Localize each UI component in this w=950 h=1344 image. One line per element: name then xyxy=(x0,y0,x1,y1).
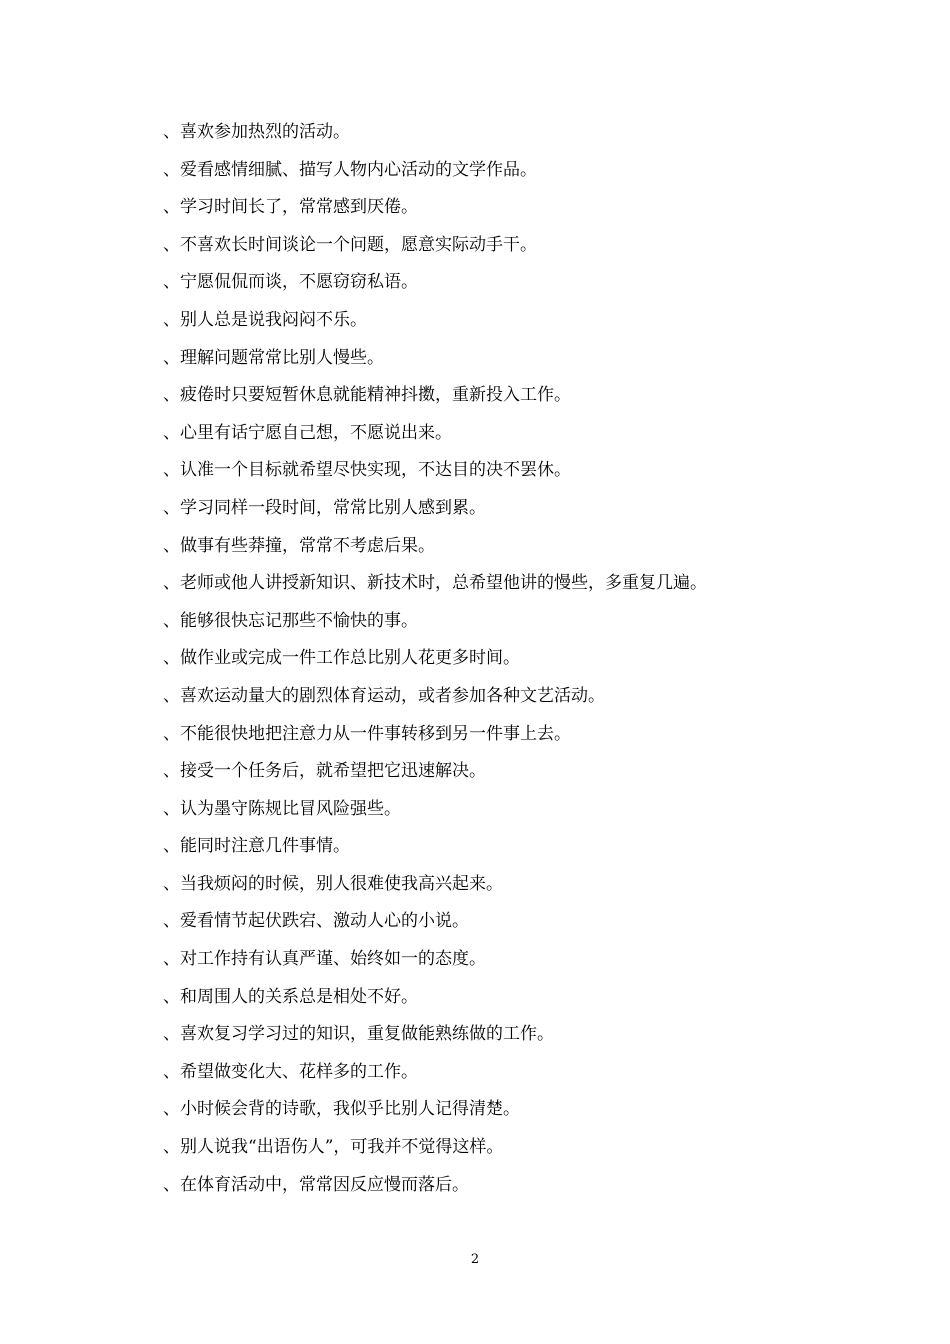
list-item: 、别人总是说我闷闷不乐。 xyxy=(163,309,367,330)
list-item: 、做作业或完成一件工作总比别人花更多时间。 xyxy=(163,648,520,669)
list-item: 、不能很快地把注意力从一件事转移到另一件事上去。 xyxy=(163,723,571,744)
list-item: 、爱看感情细腻、描写人物内心活动的文学作品。 xyxy=(163,159,537,180)
list-item: 、希望做变化大、花样多的工作。 xyxy=(163,1061,418,1082)
list-item: 、能同时注意几件事情。 xyxy=(163,836,350,857)
page-number: 2 xyxy=(470,1252,480,1267)
list-item: 、小时候会背的诗歌，我似乎比别人记得清楚。 xyxy=(163,1099,520,1120)
list-item: 、宁愿侃侃而谈，不愿窃窃私语。 xyxy=(163,272,418,293)
list-item: 、老师或他人讲授新知识、新技术时，总希望他讲的慢些，多重复几遍。 xyxy=(163,573,707,594)
list-item: 、接受一个任务后，就希望把它迅速解决。 xyxy=(163,761,486,782)
list-item: 、做事有些莽撞，常常不考虑后果。 xyxy=(163,535,435,556)
list-item: 、在体育活动中，常常因反应慢而落后。 xyxy=(163,1174,469,1195)
list-item: 、理解问题常常比别人慢些。 xyxy=(163,347,384,368)
list-item: 、当我烦闷的时候，别人很难使我高兴起来。 xyxy=(163,873,503,894)
list-item: 、别人说我“出语伤人”，可我并不觉得这样。 xyxy=(163,1137,504,1158)
list-item: 、疲倦时只要短暂休息就能精神抖擞，重新投入工作。 xyxy=(163,385,571,406)
list-item: 、学习同样一段时间，常常比别人感到累。 xyxy=(163,497,486,518)
list-item: 、认准一个目标就希望尽快实现，不达目的决不罢休。 xyxy=(163,460,571,481)
questionnaire-list xyxy=(163,114,803,1204)
list-item: 、喜欢参加热烈的活动。 xyxy=(163,122,350,142)
list-item: 、能够很快忘记那些不愉快的事。 xyxy=(163,610,418,631)
list-item: 、不喜欢长时间谈论一个问题，愿意实际动手干。 xyxy=(163,234,537,255)
list-item: 、和周围人的关系总是相处不好。 xyxy=(163,986,418,1007)
list-item: 、学习时间长了，常常感到厌倦。 xyxy=(163,197,418,218)
list-item: 、认为墨守陈规比冒风险强些。 xyxy=(163,798,401,819)
list-item: 、心里有话宁愿自己想，不愿说出来。 xyxy=(163,422,452,443)
list-item: 、喜欢复习学习过的知识，重复做能熟练做的工作。 xyxy=(163,1024,554,1045)
list-item: 、爱看情节起伏跌宕、激动人心的小说。 xyxy=(163,911,469,932)
list-item: 、对工作持有认真严谨、始终如一的态度。 xyxy=(163,949,486,970)
list-item: 、喜欢运动量大的剧烈体育运动，或者参加各种文艺活动。 xyxy=(163,685,605,706)
